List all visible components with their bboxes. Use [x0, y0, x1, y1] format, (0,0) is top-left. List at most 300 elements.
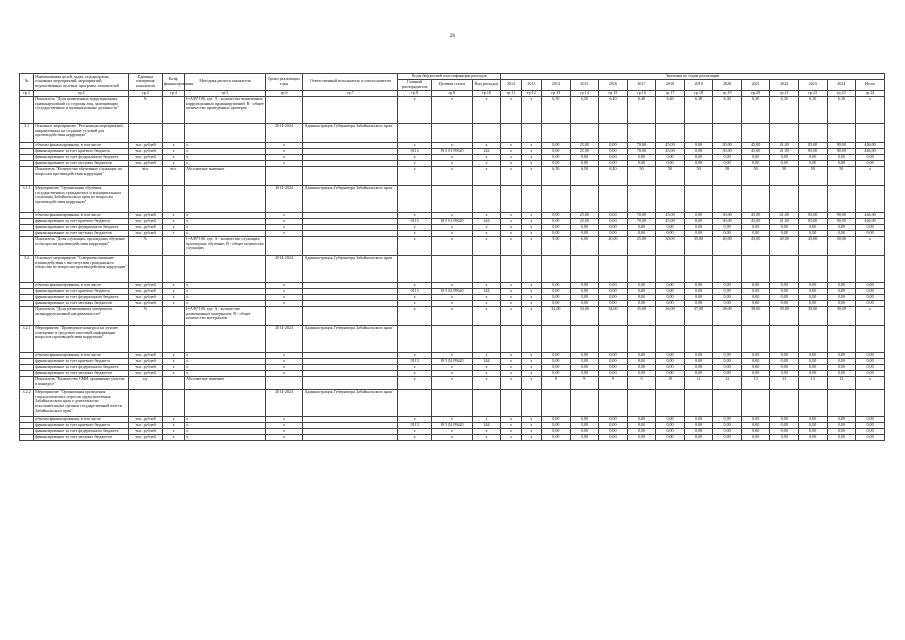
cell-g: х [398, 224, 432, 230]
cell-k: х [162, 294, 184, 300]
cell-value: 25,00 [570, 218, 599, 224]
cell-name: объемы финансирования, в том числе [34, 212, 129, 218]
cell-term: х [265, 224, 303, 230]
cell-value: 30,00 [713, 218, 742, 224]
cell-value [713, 389, 742, 416]
cell-value: 37,00 [684, 306, 713, 325]
cell-value [656, 389, 685, 416]
cell-value: х [501, 428, 521, 434]
cell-resp: Администрация Губернатора Забайкальского края [303, 185, 398, 212]
cell-value: 0,00 [798, 428, 827, 434]
header-year: 2013 [521, 79, 541, 90]
cell-value: 0,00 [599, 148, 628, 154]
cell-value: х [501, 142, 521, 148]
header-year: 2017 [627, 79, 656, 90]
cell-value: 6,30 [770, 96, 799, 123]
cell-value: 0,00 [798, 282, 827, 288]
cell-value: 0,00 [856, 282, 885, 288]
cell-value [741, 389, 770, 416]
cell-value: 30,00 [656, 236, 685, 255]
cell-term: х [265, 154, 303, 160]
cell-value [798, 185, 827, 212]
column-index: гр.2 [34, 90, 129, 96]
header-year: 2015 [570, 79, 599, 90]
cell-value: 0,00 [798, 352, 827, 358]
cell-k [162, 96, 184, 123]
cell-term: х [265, 160, 303, 166]
cell-value: 0,00 [770, 352, 799, 358]
cell-value: 0,00 [570, 370, 599, 376]
cell-value: 0,00 [741, 282, 770, 288]
cell-g: х [398, 166, 432, 185]
cell-value: 70,00 [627, 142, 656, 148]
header-unit: Единица измерения показателя [129, 74, 163, 91]
cell-value: 0,00 [856, 224, 885, 230]
cell-value [501, 123, 521, 142]
cell-cs: х [431, 428, 472, 434]
cell-name: финансирование за счет федерального бюджета [34, 224, 129, 230]
cell-name: финансирование за счет федерального бюджета [34, 154, 129, 160]
cell-resp [303, 306, 398, 325]
cell-value: 0,00 [656, 416, 685, 422]
cell-vr: х [472, 364, 501, 370]
cell-value [827, 389, 856, 416]
cell-value [542, 123, 571, 142]
cell-value: 0,00 [741, 428, 770, 434]
cell-vr: 244 [472, 148, 501, 154]
table-row [20, 255, 885, 282]
cell-cs: 19 5 02 09620 [431, 288, 472, 294]
cell-g: 0113 [398, 148, 432, 154]
cell-value: 50 [684, 166, 713, 185]
cell-value: 0,00 [656, 224, 685, 230]
cell-value: х [501, 352, 521, 358]
cell-value: 0,00 [684, 352, 713, 358]
cell-value: 0,00 [542, 160, 571, 166]
cell-term: х [265, 142, 303, 148]
cell-value: 38,00 [713, 306, 742, 325]
cell-value [856, 123, 885, 142]
column-index: гр.5 [185, 90, 266, 96]
cell-name: финансирование за счет краевого бюджета [34, 148, 129, 154]
cell-value: x [521, 96, 541, 123]
cell-value: 0,00 [599, 422, 628, 428]
cell-g: 0113 [398, 422, 432, 428]
cell-value: 0,00 [827, 370, 856, 376]
cell-g: х [398, 236, 432, 255]
cell-value: 6,40 [656, 96, 685, 123]
cell-cs: х [431, 282, 472, 288]
cell-vr: х [472, 306, 501, 325]
cell-term: х [265, 364, 303, 370]
cell-value: 446,00 [856, 148, 885, 154]
cell-value: 0,00 [856, 352, 885, 358]
cell-value: 0,00 [770, 294, 799, 300]
cell-k [162, 185, 184, 212]
header-year: 2016 [599, 79, 628, 90]
cell-value: 85,00 [798, 142, 827, 148]
cell-value: 0,00 [741, 358, 770, 364]
cell-value: 0,00 [770, 428, 799, 434]
cell-value [656, 185, 685, 212]
cell-value: 0,00 [542, 282, 571, 288]
cell-value: х [501, 212, 521, 218]
cell-value: 0,00 [542, 288, 571, 294]
cell-value: 0,00 [542, 148, 571, 154]
cell-value: 45,00 [656, 142, 685, 148]
cell-value [684, 255, 713, 282]
cell-value: 0,00 [542, 416, 571, 422]
cell-value [770, 255, 799, 282]
cell-cs: х [431, 154, 472, 160]
cell-value: 40,00 [770, 236, 799, 255]
cell-cs: х [431, 224, 472, 230]
cell-value: 0,00 [741, 422, 770, 428]
cell-value: х [501, 300, 521, 306]
header-year: 2020 [713, 79, 742, 90]
cell-value [570, 255, 599, 282]
cell-unit: тыс. рублей [129, 352, 163, 358]
cell-k [162, 306, 184, 325]
cell-value [542, 325, 571, 352]
cell-term [265, 166, 303, 185]
cell-term [265, 236, 303, 255]
cell-value: 0,00 [856, 358, 885, 364]
cell-vr [472, 255, 501, 282]
cell-term: 2014-2024 [265, 185, 303, 212]
cell-name: финансирование за счет федерального бюджета [34, 294, 129, 300]
cell-value [570, 325, 599, 352]
cell-value: 0,00 [798, 422, 827, 428]
cell-value: х [521, 166, 541, 185]
cell-name: финансирование за счет федерального бюджета [34, 428, 129, 434]
cell-value: 0,00 [741, 154, 770, 160]
header-number: № [20, 74, 34, 91]
cell-method: х [185, 428, 266, 434]
cell-k: х [162, 300, 184, 306]
cell-value: 0,00 [599, 282, 628, 288]
cell-value: 0,00 [656, 300, 685, 306]
cell-method: х [185, 358, 266, 364]
cell-vr: х [472, 294, 501, 300]
cell-g: х [398, 282, 432, 288]
cell-value [627, 123, 656, 142]
header-term: Сроки реализации, годы [265, 74, 303, 91]
cell-value: 0,00 [713, 160, 742, 166]
cell-value: х [521, 352, 541, 358]
cell-cs: x [431, 96, 472, 123]
cell-value: 41,00 [770, 142, 799, 148]
cell-method [185, 123, 266, 142]
cell-value: 0,00 [713, 288, 742, 294]
cell-value: 85,00 [798, 218, 827, 224]
header-coef: Коэф. финансирования [162, 74, 184, 91]
header-year: 2021 [741, 79, 770, 90]
cell-value: 0,00 [856, 288, 885, 294]
cell-value [684, 325, 713, 352]
cell-value: 0,00 [570, 428, 599, 434]
cell-value: 0,00 [741, 294, 770, 300]
cell-cs: х [431, 212, 472, 218]
cell-value: 30,00 [713, 212, 742, 218]
cell-resp [303, 376, 398, 389]
cell-value: х [501, 148, 521, 154]
cell-k: х [162, 422, 184, 428]
cell-value: 50 [713, 166, 742, 185]
cell-value [827, 255, 856, 282]
cell-value: 0,00 [827, 230, 856, 236]
cell-value [856, 325, 885, 352]
cell-value: х [521, 148, 541, 154]
cell-value: 32,00 [542, 306, 571, 325]
cell-value: х [521, 282, 541, 288]
cell-value: х [856, 306, 885, 325]
cell-g [398, 325, 432, 352]
cell-value: 0,00 [542, 370, 571, 376]
cell-method: х [185, 364, 266, 370]
cell-value: 0,00 [713, 300, 742, 306]
cell-name: объемы финансирования, в том числе [34, 416, 129, 422]
cell-g: х [398, 434, 432, 440]
cell-name: Показатель "Количество СМИ, принявших участие в конкурсе" [34, 376, 129, 389]
cell-value: х [521, 376, 541, 389]
cell-value: 0,00 [798, 358, 827, 364]
cell-n [20, 96, 34, 123]
cell-vr: х [472, 376, 501, 389]
table-row [20, 236, 885, 255]
cell-value: х [501, 416, 521, 422]
cell-value: 0,00 [770, 300, 799, 306]
table-row [20, 123, 885, 142]
cell-value [770, 389, 799, 416]
cell-value: 0,00 [741, 416, 770, 422]
cell-k: х [162, 428, 184, 434]
cell-n [20, 306, 34, 325]
column-index: гр.22 [798, 90, 827, 96]
cell-value: 0,00 [770, 422, 799, 428]
program-table [19, 73, 885, 441]
cell-value: 0,00 [741, 352, 770, 358]
cell-value: 0,00 [570, 288, 599, 294]
cell-value: х [521, 212, 541, 218]
cell-value: 0,00 [656, 154, 685, 160]
cell-value: 30,00 [713, 148, 742, 154]
cell-g: 0113 [398, 288, 432, 294]
column-index: гр.8 [398, 90, 432, 96]
cell-value: 0,00 [542, 364, 571, 370]
cell-term: х [265, 212, 303, 218]
cell-method: I=A/B*100, где: А - количество выявленных коррупционных правонарушений; В - общее количество проведенных проверок [185, 96, 266, 123]
cell-g [398, 185, 432, 212]
cell-g: x [398, 96, 432, 123]
cell-method: х [185, 294, 266, 300]
cell-name: Показатель "Количество обученных служащих по вопросам противодействия коррупции" [34, 166, 129, 185]
cell-term: х [265, 300, 303, 306]
cell-value: х [521, 154, 541, 160]
column-index: гр.9 [431, 90, 472, 96]
cell-value [827, 325, 856, 352]
cell-value: 0,00 [570, 282, 599, 288]
cell-value: 6,40 [599, 96, 628, 123]
cell-value: х [521, 160, 541, 166]
cell-value: 0,00 [798, 434, 827, 440]
cell-cs: х [431, 294, 472, 300]
cell-value [501, 389, 521, 416]
cell-value: 0,00 [741, 300, 770, 306]
cell-n: 3.2.2 [20, 389, 34, 416]
cell-value [741, 325, 770, 352]
cell-method: Абсолютное значение [185, 376, 266, 389]
cell-value: 0,00 [770, 288, 799, 294]
cell-value [542, 255, 571, 282]
cell-value: 40,00 [713, 236, 742, 255]
cell-value: 0,00 [856, 422, 885, 428]
cell-value: 0,00 [827, 154, 856, 160]
cell-value: 6,50 [542, 166, 571, 185]
cell-unit [129, 325, 163, 352]
cell-name: Основное мероприятие "Реализация мероприятий, направленных на создание условий для противодействия коррупции" [34, 123, 129, 142]
cell-value: х [501, 370, 521, 376]
cell-value: 0,00 [684, 358, 713, 364]
cell-g: х [398, 212, 432, 218]
column-index: гр.7 [303, 90, 398, 96]
cell-value: 0,00 [798, 230, 827, 236]
header-cs: Целевая статья [431, 79, 472, 90]
cell-n [20, 236, 34, 255]
cell-method [185, 389, 266, 416]
header-years-title: Значения по годам реализации [501, 74, 885, 80]
cell-value: 0,00 [827, 288, 856, 294]
cell-g: х [398, 230, 432, 236]
cell-value [684, 389, 713, 416]
cell-value: 50 [627, 166, 656, 185]
cell-method: I=A/B*100, где: А - количество служащих, прошедших обучение; В - общее количество служащих [185, 236, 266, 255]
table-row [20, 389, 885, 416]
cell-value: х [501, 422, 521, 428]
cell-value: х [521, 224, 541, 230]
cell-value: 50 [770, 166, 799, 185]
cell-value: 0,00 [627, 294, 656, 300]
cell-k [162, 389, 184, 416]
cell-value: 13 [798, 376, 827, 389]
cell-value: х [521, 428, 541, 434]
cell-method [185, 325, 266, 352]
cell-value: 85,00 [798, 148, 827, 154]
cell-value: 50 [827, 166, 856, 185]
cell-value: 0,00 [684, 230, 713, 236]
cell-value: х [501, 218, 521, 224]
cell-value: х [521, 236, 541, 255]
cell-name: финансирование за счет краевого бюджета [34, 422, 129, 428]
cell-method: х [185, 142, 266, 148]
cell-value: 0,00 [656, 288, 685, 294]
cell-value: 0,00 [856, 300, 885, 306]
cell-vr: х [472, 300, 501, 306]
cell-value: 0,00 [684, 428, 713, 434]
cell-resp: Администрация Губернатора Забайкальского края [303, 255, 398, 282]
cell-unit: тыс. рублей [129, 218, 163, 224]
cell-unit: тыс. рублей [129, 160, 163, 166]
cell-value: 0,00 [570, 154, 599, 160]
cell-vr: х [472, 224, 501, 230]
cell-value: 0,00 [741, 160, 770, 166]
cell-cs: х [431, 160, 472, 166]
cell-vr: 244 [472, 422, 501, 428]
cell-unit: % [129, 96, 163, 123]
cell-value: 0,00 [684, 142, 713, 148]
cell-k: х [162, 218, 184, 224]
cell-value: 0,00 [713, 422, 742, 428]
cell-value [599, 389, 628, 416]
cell-value: 0,00 [627, 160, 656, 166]
cell-resp [303, 236, 398, 255]
cell-g: х [398, 306, 432, 325]
cell-value [501, 185, 521, 212]
cell-value: 25,00 [570, 212, 599, 218]
cell-method: х [185, 422, 266, 428]
cell-value: 0,00 [713, 282, 742, 288]
cell-value: 0,00 [798, 288, 827, 294]
cell-value [856, 255, 885, 282]
cell-name: Основное мероприятие "Совершенствование взаимодействия с институтами гражданского общества по вопросам противодействия коррупции" [34, 255, 129, 282]
cell-value [521, 255, 541, 282]
cell-value: х [501, 160, 521, 166]
cell-value: 12 [713, 376, 742, 389]
cell-value [741, 185, 770, 212]
cell-vr: х [472, 160, 501, 166]
cell-value: 446,00 [856, 212, 885, 218]
cell-value: 0,00 [856, 428, 885, 434]
cell-n: 3.1 [20, 123, 34, 142]
cell-value: 0,00 [627, 230, 656, 236]
cell-value: 33,00 [570, 306, 599, 325]
cell-unit: тыс. рублей [129, 282, 163, 288]
cell-value: 0,00 [599, 352, 628, 358]
table-row [20, 376, 885, 389]
cell-value [521, 185, 541, 212]
cell-value: 0,00 [656, 230, 685, 236]
cell-value: х [856, 166, 885, 185]
cell-resp: Администрация Губернатора Забайкальского края [303, 389, 398, 416]
column-index: гр.14 [570, 90, 599, 96]
cell-k: х [162, 434, 184, 440]
cell-value: х [521, 434, 541, 440]
cell-value: 0,00 [798, 416, 827, 422]
cell-vr: х [472, 230, 501, 236]
cell-cs: 19 5 02 09620 [431, 422, 472, 428]
cell-k: х [162, 160, 184, 166]
cell-unit: тыс. рублей [129, 370, 163, 376]
cell-value: х [521, 370, 541, 376]
cell-value: 0,00 [741, 224, 770, 230]
cell-method: Абсолютное значение [185, 166, 266, 185]
cell-k: х [162, 154, 184, 160]
cell-term: х [265, 148, 303, 154]
cell-value: 0,00 [798, 160, 827, 166]
cell-value: х [521, 294, 541, 300]
cell-cs [431, 389, 472, 416]
cell-value: 0,00 [570, 434, 599, 440]
cell-value [656, 255, 685, 282]
cell-value: 0,00 [827, 300, 856, 306]
cell-value: х [856, 236, 885, 255]
cell-value [798, 325, 827, 352]
cell-value [713, 255, 742, 282]
cell-term: х [265, 282, 303, 288]
cell-value: х [521, 300, 541, 306]
cell-value: х [501, 230, 521, 236]
cell-value [501, 325, 521, 352]
